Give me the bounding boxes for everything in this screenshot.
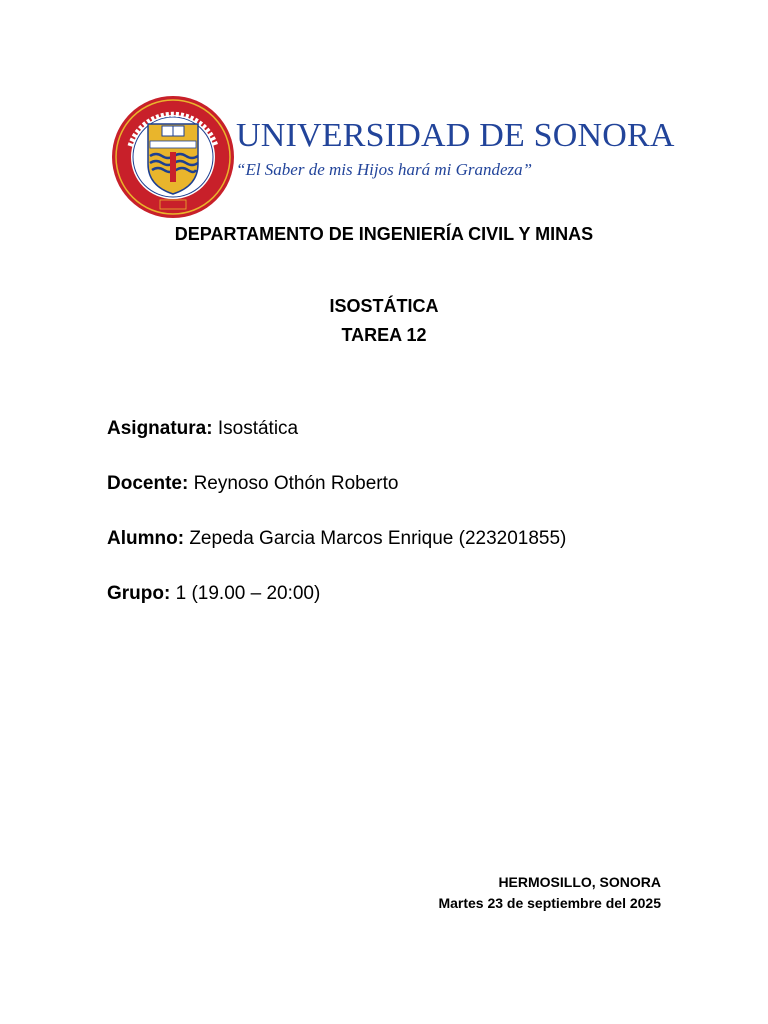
university-motto: “El Saber de mis Hijos hará mi Grandeza” xyxy=(236,160,533,179)
field-grupo xyxy=(107,583,320,605)
field-label: Docente: xyxy=(107,473,189,494)
field-value: Reynoso Othón Roberto xyxy=(193,473,399,494)
field-value: Isostática xyxy=(217,418,299,439)
course-title: ISOSTÁTICA xyxy=(329,296,439,316)
field-asignatura xyxy=(107,418,298,440)
field-label: Alumno: xyxy=(107,528,185,549)
university-name: UNIVERSIDAD DE SONORA xyxy=(236,117,675,154)
university-seal-logo xyxy=(110,94,236,220)
field-label: Asignatura: xyxy=(107,418,213,439)
field-label: Grupo: xyxy=(107,583,171,604)
field-value: Zepeda Garcia Marcos Enrique (223201855) xyxy=(189,528,567,549)
assignment-title: TAREA 12 xyxy=(341,325,427,345)
field-alumno xyxy=(107,528,566,550)
footer-date: Martes 23 de septiembre del 2025 xyxy=(438,895,661,911)
footer-place: HERMOSILLO, SONORA xyxy=(498,874,661,890)
department-title: DEPARTAMENTO DE INGENIERÍA CIVIL Y MINAS xyxy=(174,224,594,244)
field-docente xyxy=(107,473,398,495)
field-value: 1 (19.00 – 20:00) xyxy=(175,583,321,604)
